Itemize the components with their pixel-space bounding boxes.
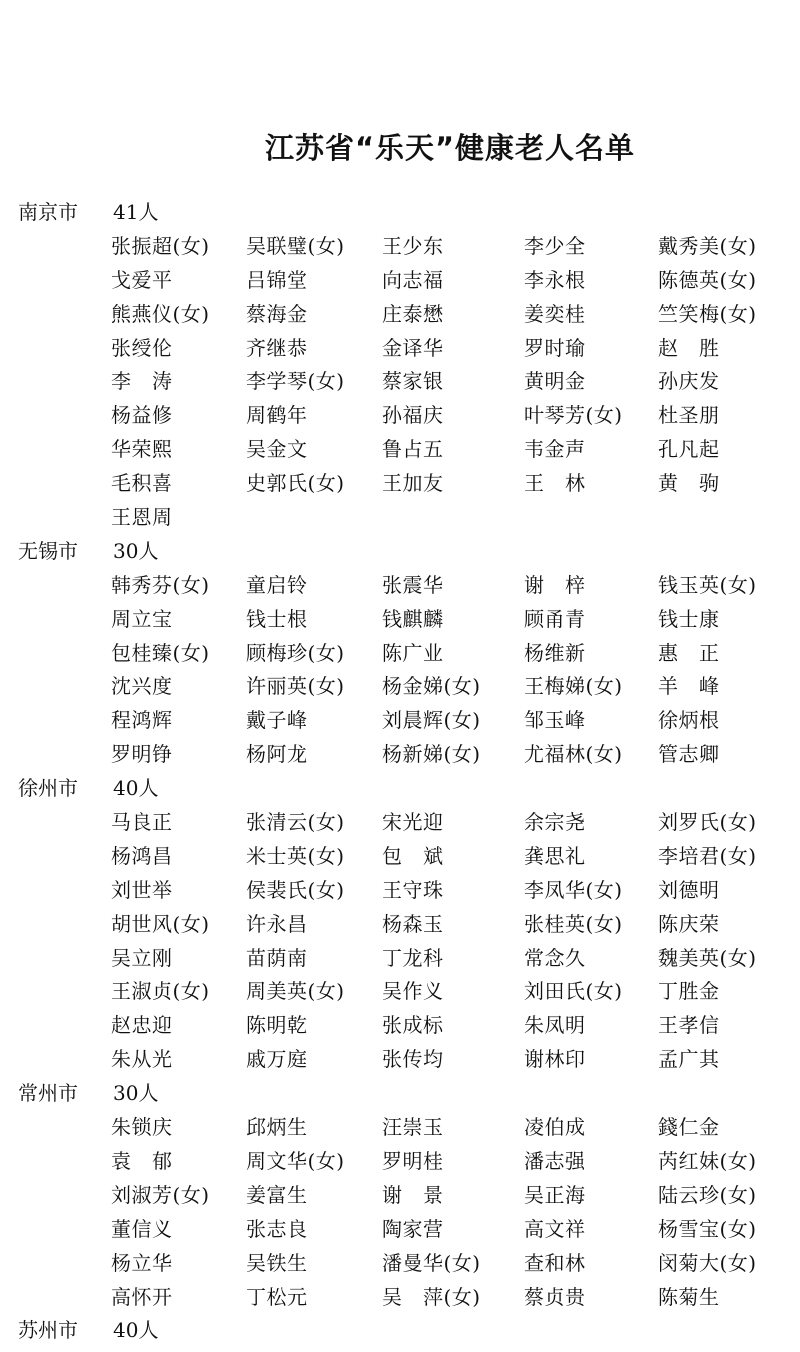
person-name: 马良正 [111,810,173,835]
person-name: 袁 郁 [111,1148,173,1173]
person-name: 张振超(女) [111,233,210,258]
person-name: 李培君(女) [658,843,757,868]
person-name: 童启铃 [246,572,308,597]
person-name: 王守珠 [382,877,444,902]
person-name: 赵忠迎 [111,1013,173,1038]
person-name: 朱凤明 [524,1013,586,1038]
person-name: 蔡贞贵 [524,1284,586,1309]
person-name: 钱士根 [246,606,308,631]
person-name: 谢林印 [524,1047,586,1072]
person-name: 史郭氏(女) [246,471,345,496]
person-name: 熊燕仪(女) [111,301,210,326]
person-name: 竺笑梅(女) [658,301,757,326]
person-name: 王 林 [524,471,586,496]
person-name: 胡世风(女) [111,911,210,936]
person-name: 高文祥 [524,1216,586,1241]
person-name: 惠 正 [658,640,720,665]
person-name: 杨维新 [524,640,586,665]
person-name: 吴铁生 [246,1250,308,1275]
person-name: 张传均 [382,1047,444,1072]
person-name: 吴联璧(女) [246,233,345,258]
person-name: 王加友 [382,471,444,496]
person-name: 黄 驹 [658,471,720,496]
person-name: 陈菊生 [658,1284,720,1309]
person-name: 芮红妹(女) [658,1148,757,1173]
person-name: 潘志强 [524,1148,586,1173]
city-name: 苏州市 [18,1318,78,1343]
person-name: 杨新娣(女) [382,742,481,767]
person-name: 王梅娣(女) [524,674,623,699]
person-name: 邹玉峰 [524,708,586,733]
city-section [0,772,800,1077]
person-name: 李 涛 [111,369,173,394]
person-name: 吴金文 [246,437,308,462]
person-name: 蔡家银 [382,369,444,394]
person-name: 王恩周 [111,505,173,530]
person-name: 刘田氏(女) [524,979,623,1004]
person-name: 许丽英(女) [246,674,345,699]
person-name: 张震华 [382,572,444,597]
person-name: 吴正海 [524,1182,586,1207]
person-name: 杨益修 [111,403,173,428]
person-name: 罗时瑜 [524,335,586,360]
person-name: 周文华(女) [246,1148,345,1173]
person-name: 陈明乾 [246,1013,308,1038]
person-name: 李学琴(女) [246,369,345,394]
city-count: 41人 [113,200,159,224]
person-name: 杨鸿昌 [111,843,173,868]
person-name: 戈爱平 [111,267,173,292]
person-name: 张桂英(女) [524,911,623,936]
person-name: 许永昌 [246,911,308,936]
person-name: 凌伯成 [524,1115,586,1140]
person-name: 孔凡起 [658,437,720,462]
person-name: 管志卿 [658,742,720,767]
person-name: 李永根 [524,267,586,292]
person-name: 钱玉英(女) [658,572,757,597]
person-name: 宋光迎 [382,810,444,835]
person-name: 米士英(女) [246,843,345,868]
person-name: 包桂臻(女) [111,640,210,665]
person-name: 周立宝 [111,606,173,631]
city-header [0,772,800,806]
person-name: 华荣熙 [111,437,173,462]
person-name: 韩秀芬(女) [111,572,210,597]
person-name: 孟广其 [658,1047,720,1072]
person-name: 王少东 [382,233,444,258]
person-name: 蔡海金 [246,301,308,326]
name-list [0,806,800,1077]
person-name: 侯裴氏(女) [246,877,345,902]
person-name: 金译华 [382,335,444,360]
person-name: 顾甬青 [524,606,586,631]
person-name: 王孝信 [658,1013,720,1038]
person-name: 张志良 [246,1216,308,1241]
person-name: 韦金声 [524,437,586,462]
person-name: 杨阿龙 [246,742,308,767]
person-name: 吴立刚 [111,945,173,970]
person-name: 毛积喜 [111,471,173,496]
person-name: 羊 峰 [658,674,720,699]
person-name: 张清云(女) [246,810,345,835]
person-name: 钱麒麟 [382,606,444,631]
person-name: 姜富生 [246,1182,308,1207]
person-name: 赵 胜 [658,335,720,360]
city-header [0,196,800,230]
city-section [0,1077,800,1314]
city-header [0,535,800,569]
city-section [0,196,800,535]
city-count: 30人 [113,1081,159,1106]
person-name: 余宗尧 [524,810,586,835]
person-name: 刘罗氏(女) [658,810,757,835]
person-name: 高怀开 [111,1284,173,1309]
person-name: 戚万庭 [246,1047,308,1072]
person-name: 包 斌 [382,843,444,868]
person-name: 吴作义 [382,979,444,1004]
city-header [0,1077,800,1111]
document-title: 江苏省“乐天”健康老人名单 [264,131,636,165]
person-name: 刘世举 [111,877,173,902]
person-name: 沈兴度 [111,674,173,699]
person-name: 叶琴芳(女) [524,403,623,428]
person-name: 杜圣朋 [658,403,720,428]
person-name: 朱锁庆 [111,1115,173,1140]
person-name: 丁胜金 [658,979,720,1004]
city-name: 徐州市 [18,776,78,801]
person-name: 吴 萍(女) [382,1284,481,1309]
person-name: 陶家营 [382,1216,444,1241]
person-name: 庄泰懋 [382,301,444,326]
person-name: 程鸿辉 [111,708,173,733]
person-name: 顾梅珍(女) [246,640,345,665]
person-name: 孙福庆 [382,403,444,428]
person-name: 周鹤年 [246,403,308,428]
person-name: 李凤华(女) [524,877,623,902]
person-name: 陈庆荣 [658,911,720,936]
person-name: 朱从光 [111,1047,173,1072]
person-name: 戴子峰 [246,708,308,733]
person-name: 錢仁金 [658,1115,720,1140]
person-name: 黄明金 [524,369,586,394]
city-roster [0,196,800,1348]
person-name: 鲁占五 [382,437,444,462]
person-name: 杨金娣(女) [382,674,481,699]
city-name: 常州市 [18,1081,78,1106]
person-name: 齐继恭 [246,335,308,360]
name-list [0,230,800,535]
person-name: 徐炳根 [658,708,720,733]
person-name: 刘德明 [658,877,720,902]
person-name: 谢 梓 [524,572,586,597]
person-name: 闵菊大(女) [658,1250,757,1275]
person-name: 向志福 [382,267,444,292]
person-name: 李少全 [524,233,586,258]
city-name: 南京市 [18,200,78,224]
person-name: 张绶伦 [111,335,173,360]
city-header [0,1314,800,1348]
person-name: 苗荫南 [246,945,308,970]
person-name: 龚思礼 [524,843,586,868]
person-name: 魏美英(女) [658,945,757,970]
person-name: 戴秀美(女) [658,233,757,258]
person-name: 邱炳生 [246,1115,308,1140]
person-name: 周美英(女) [246,979,345,1004]
name-list [0,569,800,772]
person-name: 陈德英(女) [658,267,757,292]
city-name: 无锡市 [18,538,78,563]
person-name: 刘晨辉(女) [382,708,481,733]
person-name: 董信义 [111,1216,173,1241]
person-name: 杨雪宝(女) [658,1216,757,1241]
person-name: 查和林 [524,1250,586,1275]
person-name: 丁龙科 [382,945,444,970]
city-count: 40人 [113,1318,159,1343]
person-name: 姜奕桂 [524,301,586,326]
person-name: 吕锦堂 [246,267,308,292]
person-name: 刘淑芳(女) [111,1182,210,1207]
person-name: 潘曼华(女) [382,1250,481,1275]
name-list [0,1111,800,1314]
person-name: 尤福林(女) [524,742,623,767]
city-section [0,1314,800,1348]
person-name: 常念久 [524,945,586,970]
city-section [0,535,800,772]
person-name: 张成标 [382,1013,444,1038]
person-name: 陆云珍(女) [658,1182,757,1207]
person-name: 陈广业 [382,640,444,665]
person-name: 杨森玉 [382,911,444,936]
person-name: 王淑贞(女) [111,979,210,1004]
city-count: 40人 [113,776,159,801]
person-name: 丁松元 [246,1284,308,1309]
person-name: 谢 景 [382,1182,444,1207]
person-name: 汪崇玉 [382,1115,444,1140]
person-name: 孙庆发 [658,369,720,394]
city-count: 30人 [113,538,159,563]
person-name: 杨立华 [111,1250,173,1275]
person-name: 罗明桂 [382,1148,444,1173]
person-name: 钱士康 [658,606,720,631]
person-name: 罗明铮 [111,742,173,767]
